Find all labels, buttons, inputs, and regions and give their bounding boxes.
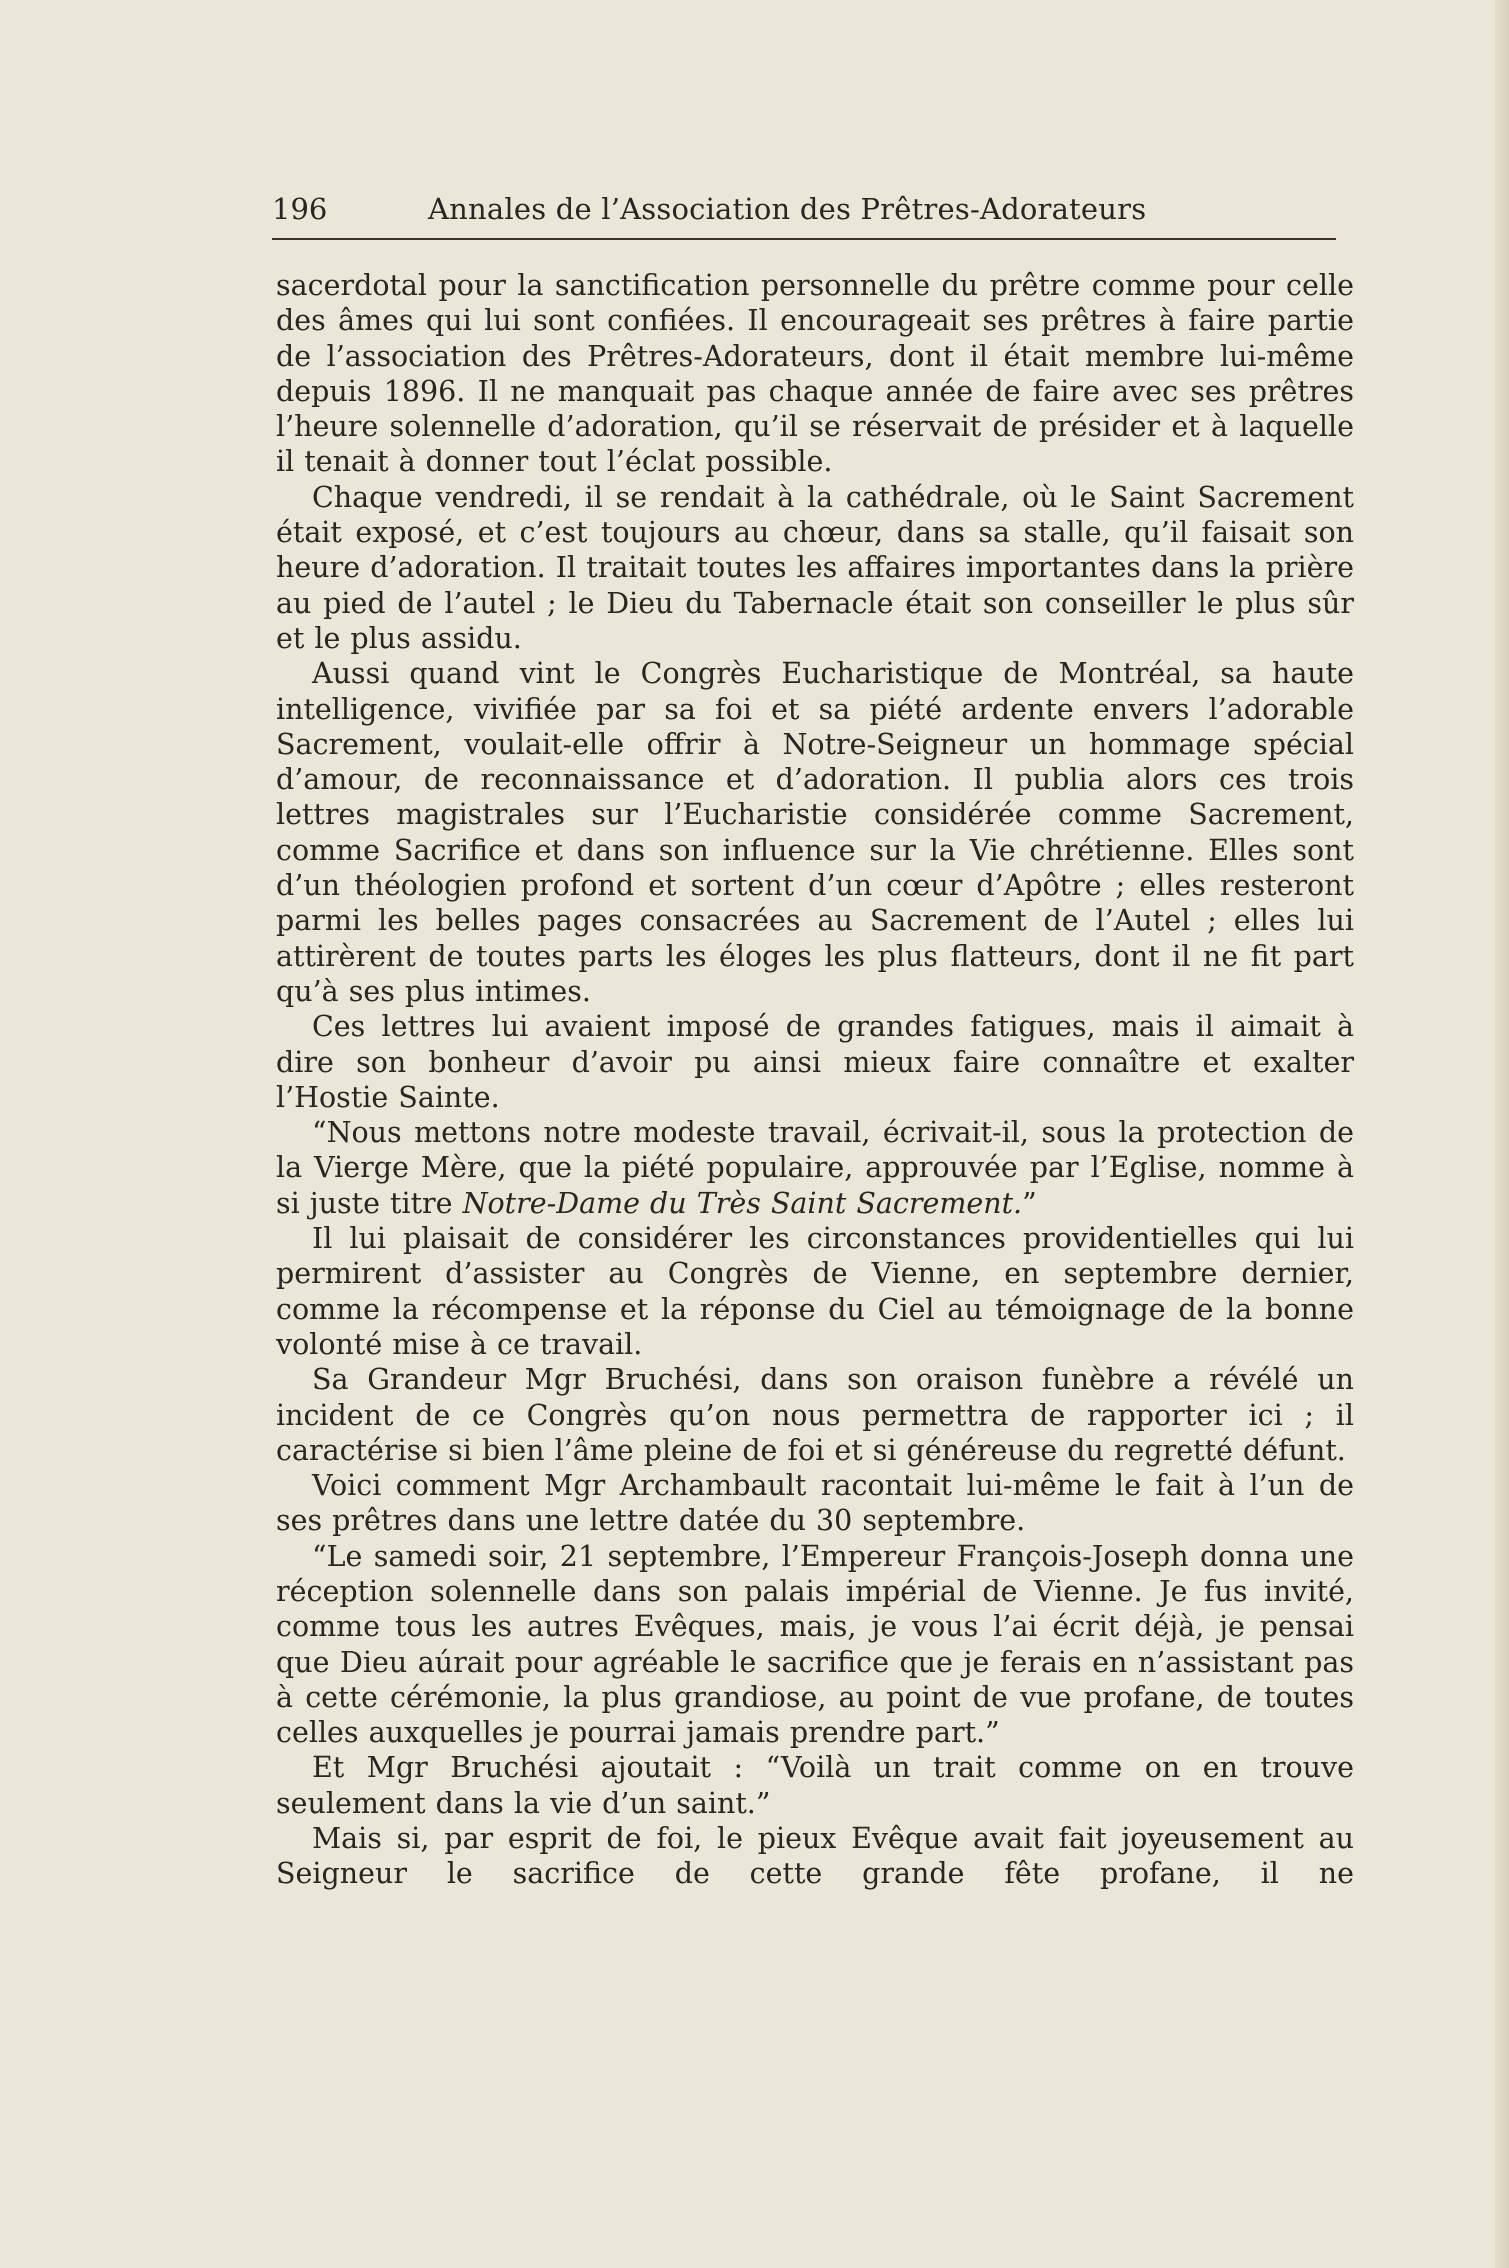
header-rule [272, 238, 1336, 240]
quote-close: ” [1022, 1186, 1037, 1220]
running-head: Annales de l’Association des Prêtres-Adorateurs [428, 192, 1147, 226]
paragraph-1: sacerdotal pour la sanctification personnelle du prêtre comme pour celle des âmes qui lui sont confiées. Il encourageait ses prêtres à faire partie de l’association des Prêtres-Adorateurs, dont il était membre lui-même depuis 1896. Il ne manquait pas chaque année de faire avec ses prêtres l’heure solennelle d’adoration, qu’il se réservait de présider et à laquelle il tenait à donner tout l’éclat possible. [276, 269, 1354, 479]
paragraph-3: Aussi quand vint le Congrès Eucharistique de Montréal, sa haute intelligence, vivifiée par sa foi et sa piété ardente envers l’adorable Sacrement, voulait-elle offrir à Notre-Seigneur un hommage spécial d’amour, de reconnaissance et d’adoration. Il publia alors ces trois lettres magistrales sur l’Eucharistie considérée comme Sacrement, comme Sacrifice et dans son influence sur la Vie chrétienne. Elles sont d’un théologien profond et sortent d’un cœur d’Apôtre ; elles resteront parmi les belles pages consacrées au Sacrement de l’Autel ; elles lui attirèrent de toutes parts les éloges les plus flatteurs, dont il ne fit part qu’à ses plus intimes. [276, 657, 1354, 1008]
body-text [276, 268, 1354, 1892]
paragraph-2: Chaque vendredi, il se rendait à la cathédrale, où le Saint Sacrement était exposé, et c’est toujours au chœur, dans sa stalle, qu’il faisait son heure d’adoration. Il traitait toutes les affaires importantes dans la prière au pied de l’autel ; le Dieu du Tabernacle était son conseiller le plus sûr et le plus assidu. [276, 480, 1354, 655]
paragraph-11: Mais si, par esprit de foi, le pieux Evêque avait fait joyeusement au Seigneur le sacrifice de cette grande fête profane, il ne [276, 1822, 1354, 1891]
quote-text: “Nous mettons notre modeste travail, écrivait-il, sous la protection de la Vierge Mère, que la piété populaire, approuvée par l’Eglise, nomme à si juste titre [276, 1116, 1354, 1220]
quote-italic-title: Notre-Dame du Très Saint Sacrement. [462, 1186, 1023, 1220]
page-edge [1495, 0, 1509, 2268]
paragraph-10: Et Mgr Bruchési ajoutait : “Voilà un trait comme on en trouve seulement dans la vie d’un saint.” [276, 1751, 1354, 1820]
page-header [272, 188, 1334, 238]
paragraph-4: Ces lettres lui avaient imposé de grandes fatigues, mais il aimait à dire son bonheur d’avoir pu ainsi mieux faire connaître et exalter l’Hostie Sainte. [276, 1010, 1354, 1114]
paragraph-9: “Le samedi soir, 21 septembre, l’Empereur François-Joseph donna une réception solennelle dans son palais impérial de Vienne. Je fus invité, comme tous les autres Evêques, mais, je vous l’ai écrit déjà, je pensai que Dieu aúrait pour agréable le sacrifice que je ferais en n’assistant pas à cette cérémonie, la plus grandiose, au point de vue profane, de toutes celles auxquelles je pourrai jamais prendre part.” [276, 1539, 1354, 1750]
paragraph-7: Sa Grandeur Mgr Bruchési, dans son oraison funèbre a révélé un incident de ce Congrès qu’on nous permettra de rapporter ici ; il caractérise si bien l’âme pleine de foi et si généreuse du regretté défunt. [276, 1363, 1354, 1467]
page-number: 196 [272, 192, 328, 226]
paragraph-6: Il lui plaisait de considérer les circonstances providentielles qui lui permirent d’assister au Congrès de Vienne, en septembre dernier, comme la récompense et la réponse du Ciel au témoignage de la bonne volonté mise à ce travail. [276, 1222, 1354, 1361]
paragraph-8: Voici comment Mgr Archambault racontait lui-même le fait à l’un de ses prêtres dans une lettre datée du 30 septembre. [276, 1469, 1354, 1538]
paragraph-5-quote [276, 1115, 1354, 1221]
